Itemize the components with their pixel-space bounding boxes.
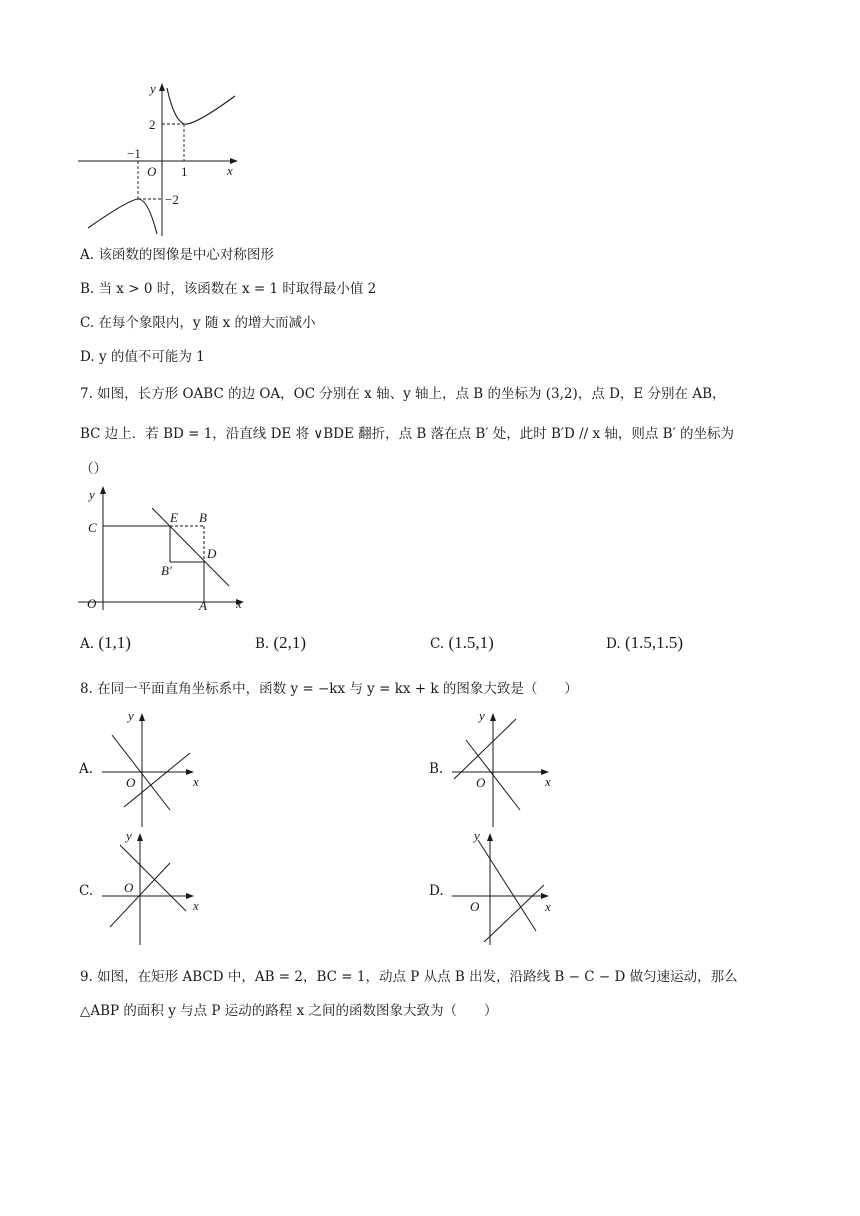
q7-y-axis-arrow xyxy=(100,486,106,494)
q6-option-a xyxy=(80,246,274,264)
q8c-y-arrow xyxy=(137,833,143,841)
q8-option-b-letter: B. xyxy=(429,761,444,777)
q7-label-y: y xyxy=(89,487,95,502)
q7-option-d-letter: D. xyxy=(606,636,621,652)
q8d-x-label: x xyxy=(545,899,551,914)
q7-option-c-letter: C. xyxy=(430,636,445,652)
q6-origin-label: O xyxy=(147,164,157,179)
q8a-y-label: y xyxy=(128,708,134,723)
q8-option-d-graph xyxy=(448,825,563,950)
q6-curve-negative-branch xyxy=(88,199,157,234)
q8d-line-1 xyxy=(478,840,536,931)
q8b-y-label: y xyxy=(479,708,485,723)
q7-stem-line1: 7. 如图，长方形 OABC 的边 OA，OC 分别在 x 轴、y 轴上，点 B 的坐标为 (3,2)，点 D，E 分别在 AB， xyxy=(80,386,726,402)
q6-option-c-text: 在每个象限内，y 随 x 的增大而减小 xyxy=(98,315,316,331)
q6-tick-1: 1 xyxy=(181,164,188,179)
q6-tick-neg1: −1 xyxy=(127,146,141,161)
q7-rectangle-figure xyxy=(72,482,252,614)
q8c-line-1 xyxy=(120,845,186,911)
q6-option-d xyxy=(80,348,205,366)
q7-stem-line2: BC 边上．若 BD = 1，沿直线 DE 将 ∨BDE 翻折，点 B 落在点 B′ 处，此时 B′D // x 轴，则点 B′ 的坐标为 xyxy=(80,426,734,442)
q7-option-d-value: (1.5,1.5) xyxy=(624,633,684,652)
q7-option-d xyxy=(606,634,683,653)
q7-option-b-value: (2,1) xyxy=(273,633,307,652)
q7-label-B: B xyxy=(199,510,207,525)
q8c-origin: O xyxy=(124,880,134,895)
q6-tick-2: 2 xyxy=(149,117,156,132)
q8c-y-label: y xyxy=(126,828,132,843)
q6-tick-neg2: −2 xyxy=(165,192,179,207)
q7-label-D: D xyxy=(207,546,217,561)
q6-option-d-text: y 的值不可能为 1 xyxy=(98,349,205,365)
q7-label-x: x xyxy=(236,596,242,611)
q7-label-O: O xyxy=(87,596,97,611)
q6-option-c-letter: C. xyxy=(80,315,95,331)
q8d-line-2 xyxy=(484,885,544,942)
q6-curve-positive-branch xyxy=(167,88,235,124)
q7-option-b-letter: B. xyxy=(255,636,270,652)
q8a-origin: O xyxy=(126,775,136,790)
q7-stem-line3: （） xyxy=(80,461,107,477)
q6-x-label: x xyxy=(227,163,233,178)
q8-stem: 8. 在同一平面直角坐标系中，函数 y = −kx 与 y = kx + k 的图象大致是（ ） xyxy=(80,681,578,697)
q7-option-a xyxy=(80,634,131,653)
q7-option-c-value: (1.5,1) xyxy=(448,633,494,652)
q8c-x-label: x xyxy=(193,898,199,913)
q9-stem-line1: 9. 如图，在矩形 ABCD 中，AB = 2，BC = 1，动点 P 从点 B 出发，沿路线 B − C − D 做匀速运动，那么 xyxy=(80,969,738,985)
q8-option-c-graph xyxy=(98,825,208,950)
q7-label-Bprime: B′ xyxy=(161,563,172,578)
q7-option-b xyxy=(255,634,306,653)
q7-option-a-letter: A. xyxy=(80,636,95,652)
q8d-y-label: y xyxy=(474,828,480,843)
q8-option-a-graph xyxy=(98,705,208,830)
q6-y-axis-arrow xyxy=(159,83,165,91)
q8b-origin: O xyxy=(476,775,486,790)
q7-option-c xyxy=(430,634,494,653)
q8a-x-label: x xyxy=(193,774,199,789)
q8-option-a-letter: A. xyxy=(79,761,94,777)
q8b-x-label: x xyxy=(545,774,551,789)
q8b-line-2 xyxy=(454,719,516,779)
q8b-y-arrow xyxy=(490,713,496,721)
q9-stem-line2: △ABP 的面积 y 与点 P 运动的路程 x 之间的函数图象大致为（ ） xyxy=(80,1003,498,1019)
q6-option-d-letter: D. xyxy=(80,349,95,365)
q8-option-b-graph xyxy=(448,705,563,830)
q6-option-b-letter: B. xyxy=(80,281,95,297)
q8d-origin: O xyxy=(470,899,480,914)
q7-label-A: A xyxy=(199,598,207,613)
q7-label-C: C xyxy=(88,520,97,535)
q6-option-b xyxy=(80,280,376,298)
q6-option-b-text: 当 x > 0 时，该函数在 x = 1 时取得最小值 2 xyxy=(98,281,377,297)
q7-label-E: E xyxy=(170,510,178,525)
q8-option-d-letter: D. xyxy=(429,883,444,899)
q8-option-c-letter: C. xyxy=(79,883,94,899)
q6-option-a-text: 该函数的图像是中心对称图形 xyxy=(98,247,274,263)
q6-y-label: y xyxy=(150,81,156,96)
q8a-y-arrow xyxy=(139,713,145,721)
q6-option-c xyxy=(80,314,316,332)
q7-option-a-value: (1,1) xyxy=(98,633,131,652)
q6-option-a-letter: A. xyxy=(80,247,95,263)
q6-function-graph xyxy=(70,78,245,238)
q8d-y-arrow xyxy=(487,833,493,841)
